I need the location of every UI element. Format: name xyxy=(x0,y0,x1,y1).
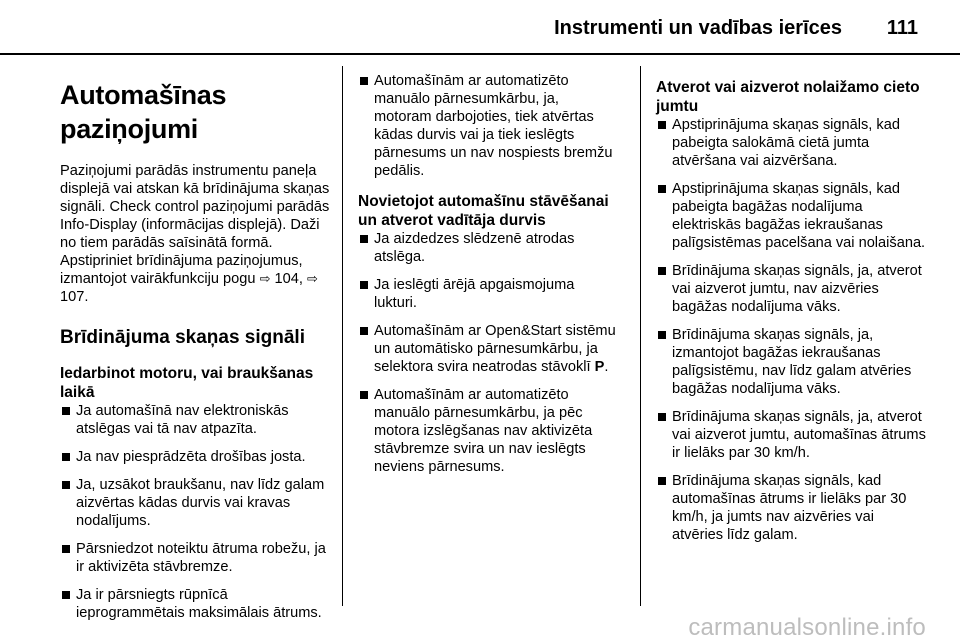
bullet-square-icon xyxy=(658,185,666,193)
list-item: Ja aizdedzes slēdzenē atrodas atslēga. xyxy=(358,230,620,266)
intro-text: Paziņojumi parādās instrumentu paneļa displejā vai atskan kā brīdinājuma skaņas signāli. Check control paziņojumi parādās Info-Display (informācijas displejā). Daži no tiem parādās saīsinātā formā. Apstipriniet brīdinājuma paziņojumus, izmantojot vairākfunkciju pogu xyxy=(60,163,330,287)
page-header xyxy=(0,0,960,54)
page-ref-arrow-icon: ⇨ xyxy=(307,271,318,286)
list-item: Ja automašīnā nav elektroniskās atslēgas vai tā nav atpazīta. xyxy=(60,402,332,438)
bullet-square-icon xyxy=(62,545,70,553)
bullet-square-icon xyxy=(658,331,666,339)
list-item: Brīdinājuma skaņas signāls, ja, atverot vai aizverot jumtu, automašīnas ātrums ir lielāks par 30 km/h. xyxy=(656,408,928,462)
bullet-list xyxy=(656,116,928,544)
page-ref-104[interactable]: 104 xyxy=(274,271,299,287)
bullet-square-icon xyxy=(658,267,666,275)
intro-paragraph xyxy=(60,162,332,306)
bullet-list xyxy=(358,72,620,180)
list-item: Automašīnām ar Open&Start sistēmu un automātisko pārnesumkārbu, ja selektora svira neatrodas stāvoklī P. xyxy=(358,322,620,376)
subsection-title: Novietojot automašīnu stāvēšanai un atverot vadītāja durvis xyxy=(358,193,609,229)
list-item: Pārsniedzot noteiktu ātruma robežu, ja ir aktivizēta stāvbremze. xyxy=(60,540,332,576)
bullet-square-icon xyxy=(62,407,70,415)
list-item: Apstiprinājuma skaņas signāls, kad pabeigta salokāmā cietā jumta atvēršana vai aizvēršana. xyxy=(656,116,928,170)
subsection-title: Atverot vai aizverot nolaižamo cieto jumtu xyxy=(656,79,920,115)
list-item: Automašīnām ar automatizēto manuālo pārnesumkārbu, ja pēc motora izslēgšanas nav aktivizēta stāvbremze svira un nav ieslēgts neviens pārnesums. xyxy=(358,386,620,476)
bullet-square-icon xyxy=(658,413,666,421)
watermark: carmanualsonline.info xyxy=(688,614,926,641)
column-2 xyxy=(358,72,620,486)
gear-position-p: P xyxy=(594,359,605,375)
bullet-square-icon xyxy=(658,477,666,485)
page-ref-107[interactable]: 107 xyxy=(60,289,85,305)
bullet-square-icon xyxy=(360,391,368,399)
subsection-title: Iedarbinot motoru, vai braukšanas laikā xyxy=(60,365,314,401)
bullet-square-icon xyxy=(62,591,70,599)
page-ref-arrow-icon: ⇨ xyxy=(259,271,271,286)
list-item: Automašīnām ar automatizēto manuālo pārnesumkārbu, ja, motoram darbojoties, tiek atvērtas kādas durvis vai ja tiek ieslēgts pārnesums un nav nospiests bremžu pedālis. xyxy=(358,72,620,180)
list-item: Ja, uzsākot braukšanu, nav līdz galam aizvērtas kādas durvis vai kravas nodalījums. xyxy=(60,476,332,530)
bullet-list xyxy=(60,402,332,622)
bullet-square-icon xyxy=(62,481,70,489)
bullet-square-icon xyxy=(360,281,368,289)
section-title: Brīdinājuma skaņas signāli xyxy=(60,327,305,348)
bullet-list xyxy=(358,230,620,476)
bullet-square-icon xyxy=(360,235,368,243)
bullet-square-icon xyxy=(360,327,368,335)
ref-separator: , xyxy=(298,271,303,287)
column-divider-1 xyxy=(342,66,343,606)
list-item: Apstiprinājuma skaņas signāls, kad pabeigta bagāžas nodalījuma elektriskās bagāžas iekraušanas palīgsistēmas pacelšana vai nolaišana. xyxy=(656,180,928,252)
list-item: Ja ir pārsniegts rūpnīcā ieprogrammētais maksimālais ātrums. xyxy=(60,586,332,622)
main-title: Automašīnas paziņojumi xyxy=(60,80,227,144)
bullet-square-icon xyxy=(360,77,368,85)
header-title: Instrumenti un vadības ierīces xyxy=(554,17,842,39)
list-item: Ja nav piesprādzēta drošības josta. xyxy=(60,448,332,466)
bullet-square-icon xyxy=(62,453,70,461)
column-divider-2 xyxy=(640,66,641,606)
column-1 xyxy=(60,72,332,632)
column-3 xyxy=(656,78,928,554)
bullet-square-icon xyxy=(658,121,666,129)
list-item: Ja ieslēgti ārējā apgaismojuma lukturi. xyxy=(358,276,620,312)
list-item: Brīdinājuma skaņas signāls, ja, atverot vai aizverot jumtu, nav aizvēries bagāžas nodalījuma vāks. xyxy=(656,262,928,316)
list-item: Brīdinājuma skaņas signāls, ja, izmantojot bagāžas iekraušanas palīgsistēmu, nav līdz galam atvēries bagāžas nodalījuma vāks. xyxy=(656,326,928,398)
list-item: Brīdinājuma skaņas signāls, kad automašīnas ātrums ir lielāks par 30 km/h, ja jumts nav aizvēries vai atvēries līdz galam. xyxy=(656,472,928,544)
header-rule xyxy=(0,53,960,55)
ref-end: . xyxy=(84,289,89,305)
page-number: 111 xyxy=(886,17,918,39)
